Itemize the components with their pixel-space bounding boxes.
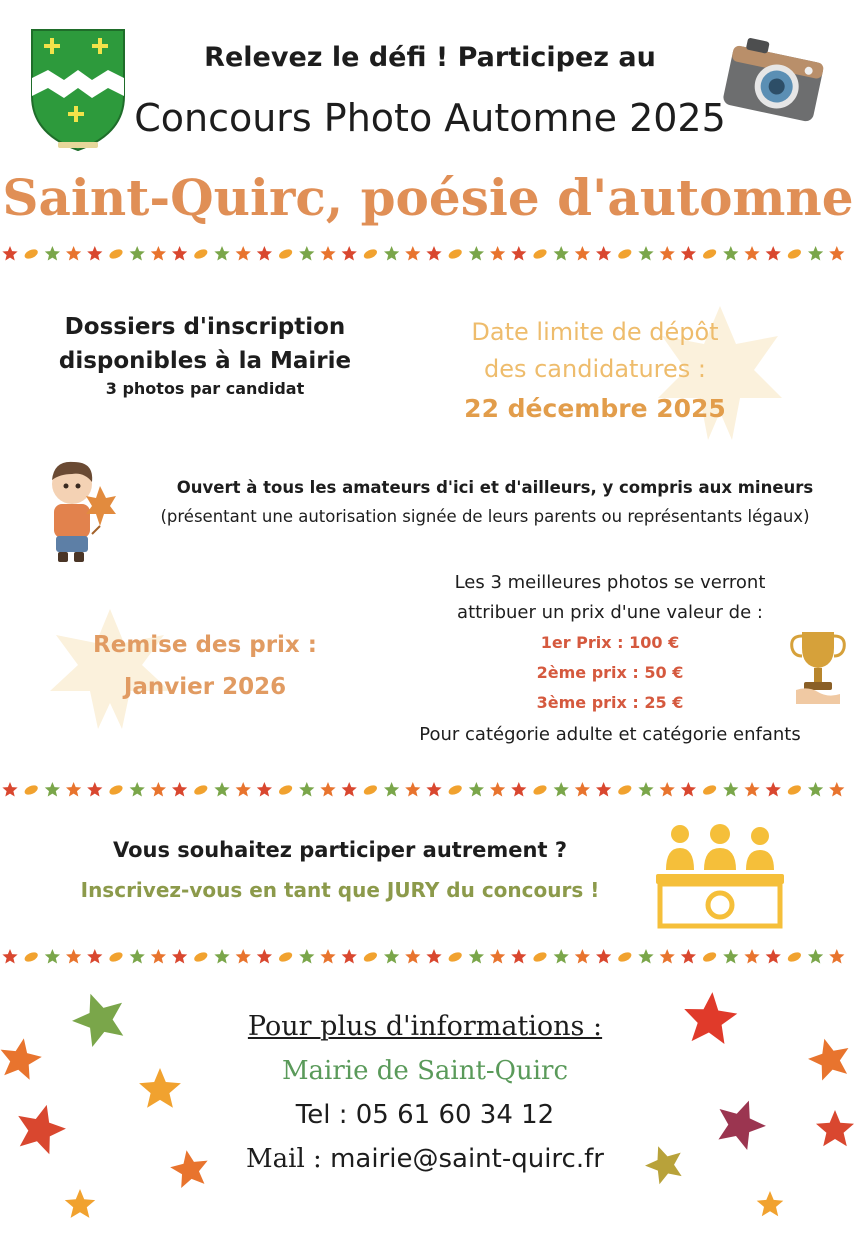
maple-leaf-icon bbox=[405, 949, 420, 964]
info-heading: Pour plus d'informations : bbox=[247, 1011, 603, 1042]
maple-leaf-icon bbox=[447, 950, 463, 963]
maple-leaf-icon bbox=[108, 783, 124, 796]
registration-line-2: disponibles à la Mairie bbox=[58, 348, 352, 374]
maple-leaf-icon bbox=[87, 246, 102, 261]
header-tagline: Relevez le défi ! Participez au bbox=[204, 42, 656, 73]
maple-leaf-icon bbox=[702, 783, 718, 796]
maple-leaf-icon bbox=[532, 247, 548, 260]
maple-leaf-icon bbox=[638, 782, 653, 797]
maple-leaf-icon bbox=[447, 247, 463, 260]
maple-leaf-icon bbox=[596, 782, 611, 797]
main-title: Saint-Quirc, poésie d'automne bbox=[2, 168, 854, 227]
maple-leaf-icon bbox=[511, 949, 526, 964]
maple-leaf-icon bbox=[257, 246, 272, 261]
prize-categories: Pour catégorie adulte et catégorie enfants bbox=[419, 724, 801, 745]
maple-leaf-icon bbox=[87, 949, 102, 964]
maple-leaf-icon bbox=[384, 949, 399, 964]
maple-leaf-icon bbox=[87, 782, 102, 797]
maple-leaf-icon bbox=[681, 782, 696, 797]
maple-leaf-icon bbox=[617, 247, 633, 260]
maple-leaf-icon bbox=[638, 246, 653, 261]
maple-leaf-icon bbox=[11, 1098, 71, 1156]
maple-leaf-icon bbox=[575, 949, 590, 964]
maple-leaf-icon bbox=[532, 783, 548, 796]
maple-leaf-icon bbox=[804, 1033, 855, 1082]
maple-leaf-icon bbox=[342, 246, 357, 261]
trophy-icon bbox=[788, 626, 848, 706]
maple-leaf-icon bbox=[278, 783, 294, 796]
leaf-border-bottom bbox=[0, 946, 856, 968]
maple-leaf-icon bbox=[405, 246, 420, 261]
maple-leaf-icon bbox=[108, 950, 124, 963]
maple-leaf-icon bbox=[723, 246, 738, 261]
contact-mail bbox=[180, 1137, 670, 1181]
maple-leaf-icon bbox=[23, 247, 39, 260]
maple-leaf-icon bbox=[638, 949, 653, 964]
maple-leaf-icon bbox=[766, 246, 781, 261]
maple-leaf-icon bbox=[45, 246, 60, 261]
maple-leaf-icon bbox=[236, 949, 251, 964]
maple-leaf-icon bbox=[362, 950, 378, 963]
maple-leaf-icon bbox=[816, 1110, 854, 1146]
maple-leaf-icon bbox=[808, 782, 823, 797]
maple-leaf-icon bbox=[702, 950, 718, 963]
maple-leaf-icon bbox=[786, 783, 802, 796]
ceremony-label: Remise des prix : bbox=[93, 632, 317, 658]
maple-leaf-icon bbox=[193, 783, 209, 796]
eligibility-sub: (présentant une autorisation signée de leurs parents ou représentants légaux) bbox=[160, 507, 810, 526]
maple-leaf-icon bbox=[426, 246, 441, 261]
maple-leaf-icon bbox=[744, 246, 759, 261]
maple-leaf-icon bbox=[490, 782, 505, 797]
maple-leaf-icon bbox=[23, 783, 39, 796]
maple-leaf-icon bbox=[151, 949, 166, 964]
maple-leaf-icon bbox=[469, 782, 484, 797]
maple-leaf-icon bbox=[108, 247, 124, 260]
maple-leaf-icon bbox=[757, 1191, 784, 1216]
maple-leaf-icon bbox=[172, 949, 187, 964]
maple-leaf-icon bbox=[362, 247, 378, 260]
registration-block bbox=[40, 310, 370, 400]
contest-title: Concours Photo Automne 2025 bbox=[134, 96, 726, 140]
maple-leaf-icon bbox=[532, 950, 548, 963]
maple-leaf-icon bbox=[426, 949, 441, 964]
maple-leaf-icon bbox=[511, 246, 526, 261]
maple-leaf-icon bbox=[172, 782, 187, 797]
registration-line-1: Dossiers d'inscription bbox=[64, 314, 346, 340]
maple-leaf-icon bbox=[681, 949, 696, 964]
maple-leaf-icon bbox=[596, 246, 611, 261]
ceremony-block bbox=[60, 624, 350, 708]
maple-leaf-icon bbox=[236, 246, 251, 261]
maple-leaf-icon bbox=[575, 782, 590, 797]
maple-leaf-icon bbox=[320, 782, 335, 797]
maple-leaf-icon bbox=[808, 246, 823, 261]
maple-leaf-icon bbox=[766, 782, 781, 797]
maple-leaf-icon bbox=[744, 949, 759, 964]
maple-leaf-icon bbox=[130, 246, 145, 261]
maple-leaf-icon bbox=[130, 782, 145, 797]
maple-leaf-icon bbox=[702, 247, 718, 260]
maple-leaf-icon bbox=[723, 949, 738, 964]
maple-leaf-icon bbox=[45, 949, 60, 964]
maple-leaf-icon bbox=[139, 1068, 181, 1108]
prize-third: 3ème prix : 25 € bbox=[536, 693, 684, 712]
prize-intro-line-1: Les 3 meilleures photos se verront bbox=[454, 572, 766, 593]
jury-panel-icon bbox=[652, 820, 788, 930]
maple-leaf-icon bbox=[682, 990, 739, 1045]
maple-leaf-icon bbox=[596, 949, 611, 964]
maple-leaf-icon bbox=[362, 783, 378, 796]
jury-call: Inscrivez-vous en tant que JURY du concours ! bbox=[80, 878, 600, 902]
tel-number[interactable]: 05 61 60 34 12 bbox=[355, 1100, 555, 1130]
maple-leaf-icon bbox=[0, 1035, 44, 1081]
maple-leaf-icon bbox=[384, 246, 399, 261]
maple-leaf-icon bbox=[65, 990, 132, 1050]
maple-leaf-icon bbox=[65, 1189, 95, 1218]
deadline-date: 22 décembre 2025 bbox=[464, 394, 726, 423]
maple-leaf-icon bbox=[66, 246, 81, 261]
maple-leaf-icon bbox=[808, 949, 823, 964]
maple-leaf-icon bbox=[214, 949, 229, 964]
maple-leaf-icon bbox=[257, 949, 272, 964]
maple-leaf-icon bbox=[299, 782, 314, 797]
prize-intro-line-2: attribuer un prix d'une valeur de : bbox=[457, 602, 763, 623]
deadline-line-1: Date limite de dépôt bbox=[471, 318, 719, 346]
maple-leaf-icon bbox=[766, 949, 781, 964]
maple-leaf-icon bbox=[829, 782, 844, 797]
maple-leaf-icon bbox=[490, 246, 505, 261]
maple-leaf-icon bbox=[617, 783, 633, 796]
maple-leaf-icon bbox=[299, 949, 314, 964]
maple-leaf-icon bbox=[710, 1092, 772, 1153]
mail-address[interactable]: mairie@saint-quirc.fr bbox=[330, 1144, 604, 1174]
maple-leaf-icon bbox=[660, 949, 675, 964]
maple-leaf-icon bbox=[829, 949, 844, 964]
leaf-border-top bbox=[0, 243, 856, 265]
maple-leaf-icon bbox=[426, 782, 441, 797]
jury-question: Vous souhaitez participer autrement ? bbox=[112, 838, 568, 862]
maple-leaf-icon bbox=[320, 246, 335, 261]
maple-leaf-icon bbox=[342, 782, 357, 797]
maple-leaf-icon bbox=[554, 782, 569, 797]
leaf-border-middle bbox=[0, 779, 856, 801]
maple-leaf-icon bbox=[66, 949, 81, 964]
maple-leaf-icon bbox=[236, 782, 251, 797]
crest-icon bbox=[28, 26, 128, 154]
maple-leaf-icon bbox=[257, 782, 272, 797]
maple-leaf-icon bbox=[172, 246, 187, 261]
maple-leaf-icon bbox=[554, 949, 569, 964]
maple-leaf-icon bbox=[299, 246, 314, 261]
maple-leaf-icon bbox=[45, 782, 60, 797]
maple-leaf-icon bbox=[829, 246, 844, 261]
maple-leaf-icon bbox=[23, 950, 39, 963]
maple-leaf-icon bbox=[214, 782, 229, 797]
maple-leaf-icon bbox=[723, 782, 738, 797]
maple-leaf-icon bbox=[130, 949, 145, 964]
tel-label: Tel : bbox=[295, 1100, 348, 1130]
mairie-name: Mairie de Saint-Quirc bbox=[281, 1056, 569, 1086]
maple-leaf-icon bbox=[786, 247, 802, 260]
child-with-leaf-icon bbox=[38, 456, 118, 566]
maple-leaf-icon bbox=[617, 950, 633, 963]
maple-leaf-icon bbox=[342, 949, 357, 964]
maple-leaf-icon bbox=[278, 950, 294, 963]
contact-tel bbox=[180, 1093, 670, 1137]
maple-leaf-icon bbox=[447, 783, 463, 796]
registration-subline: 3 photos par candidat bbox=[105, 379, 305, 398]
prize-second: 2ème prix : 50 € bbox=[536, 663, 684, 682]
maple-leaf-icon bbox=[2, 949, 17, 964]
maple-leaf-icon bbox=[193, 247, 209, 260]
maple-leaf-icon bbox=[2, 246, 17, 261]
eligibility-main: Ouvert à tous les amateurs d'ici et d'ailleurs, y compris aux mineurs bbox=[176, 478, 814, 497]
prizes-block bbox=[390, 568, 830, 752]
maple-leaf-icon bbox=[278, 247, 294, 260]
maple-leaf-icon bbox=[384, 782, 399, 797]
maple-leaf-icon bbox=[66, 782, 81, 797]
maple-leaf-icon bbox=[786, 950, 802, 963]
maple-leaf-icon bbox=[511, 782, 526, 797]
maple-leaf-icon bbox=[469, 949, 484, 964]
deadline-line-2: des candidatures : bbox=[483, 355, 707, 383]
maple-leaf-icon bbox=[575, 246, 590, 261]
maple-leaf-icon bbox=[214, 246, 229, 261]
maple-leaf-icon bbox=[405, 782, 420, 797]
maple-leaf-icon bbox=[660, 782, 675, 797]
maple-leaf-icon bbox=[320, 949, 335, 964]
maple-leaf-icon bbox=[151, 246, 166, 261]
maple-leaf-icon bbox=[151, 782, 166, 797]
mail-label: Mail : bbox=[246, 1144, 322, 1174]
maple-leaf-icon bbox=[681, 246, 696, 261]
camera-icon bbox=[720, 32, 830, 128]
maple-leaf-icon bbox=[490, 949, 505, 964]
maple-leaf-icon bbox=[744, 782, 759, 797]
ceremony-date: Janvier 2026 bbox=[123, 674, 287, 700]
maple-leaf-icon bbox=[193, 950, 209, 963]
maple-leaf-icon bbox=[469, 246, 484, 261]
prize-first: 1er Prix : 100 € bbox=[540, 633, 680, 652]
maple-leaf-icon bbox=[660, 246, 675, 261]
maple-leaf-icon bbox=[554, 246, 569, 261]
contact-block bbox=[180, 1005, 670, 1181]
deadline-block bbox=[430, 314, 760, 430]
maple-leaf-icon bbox=[2, 782, 17, 797]
